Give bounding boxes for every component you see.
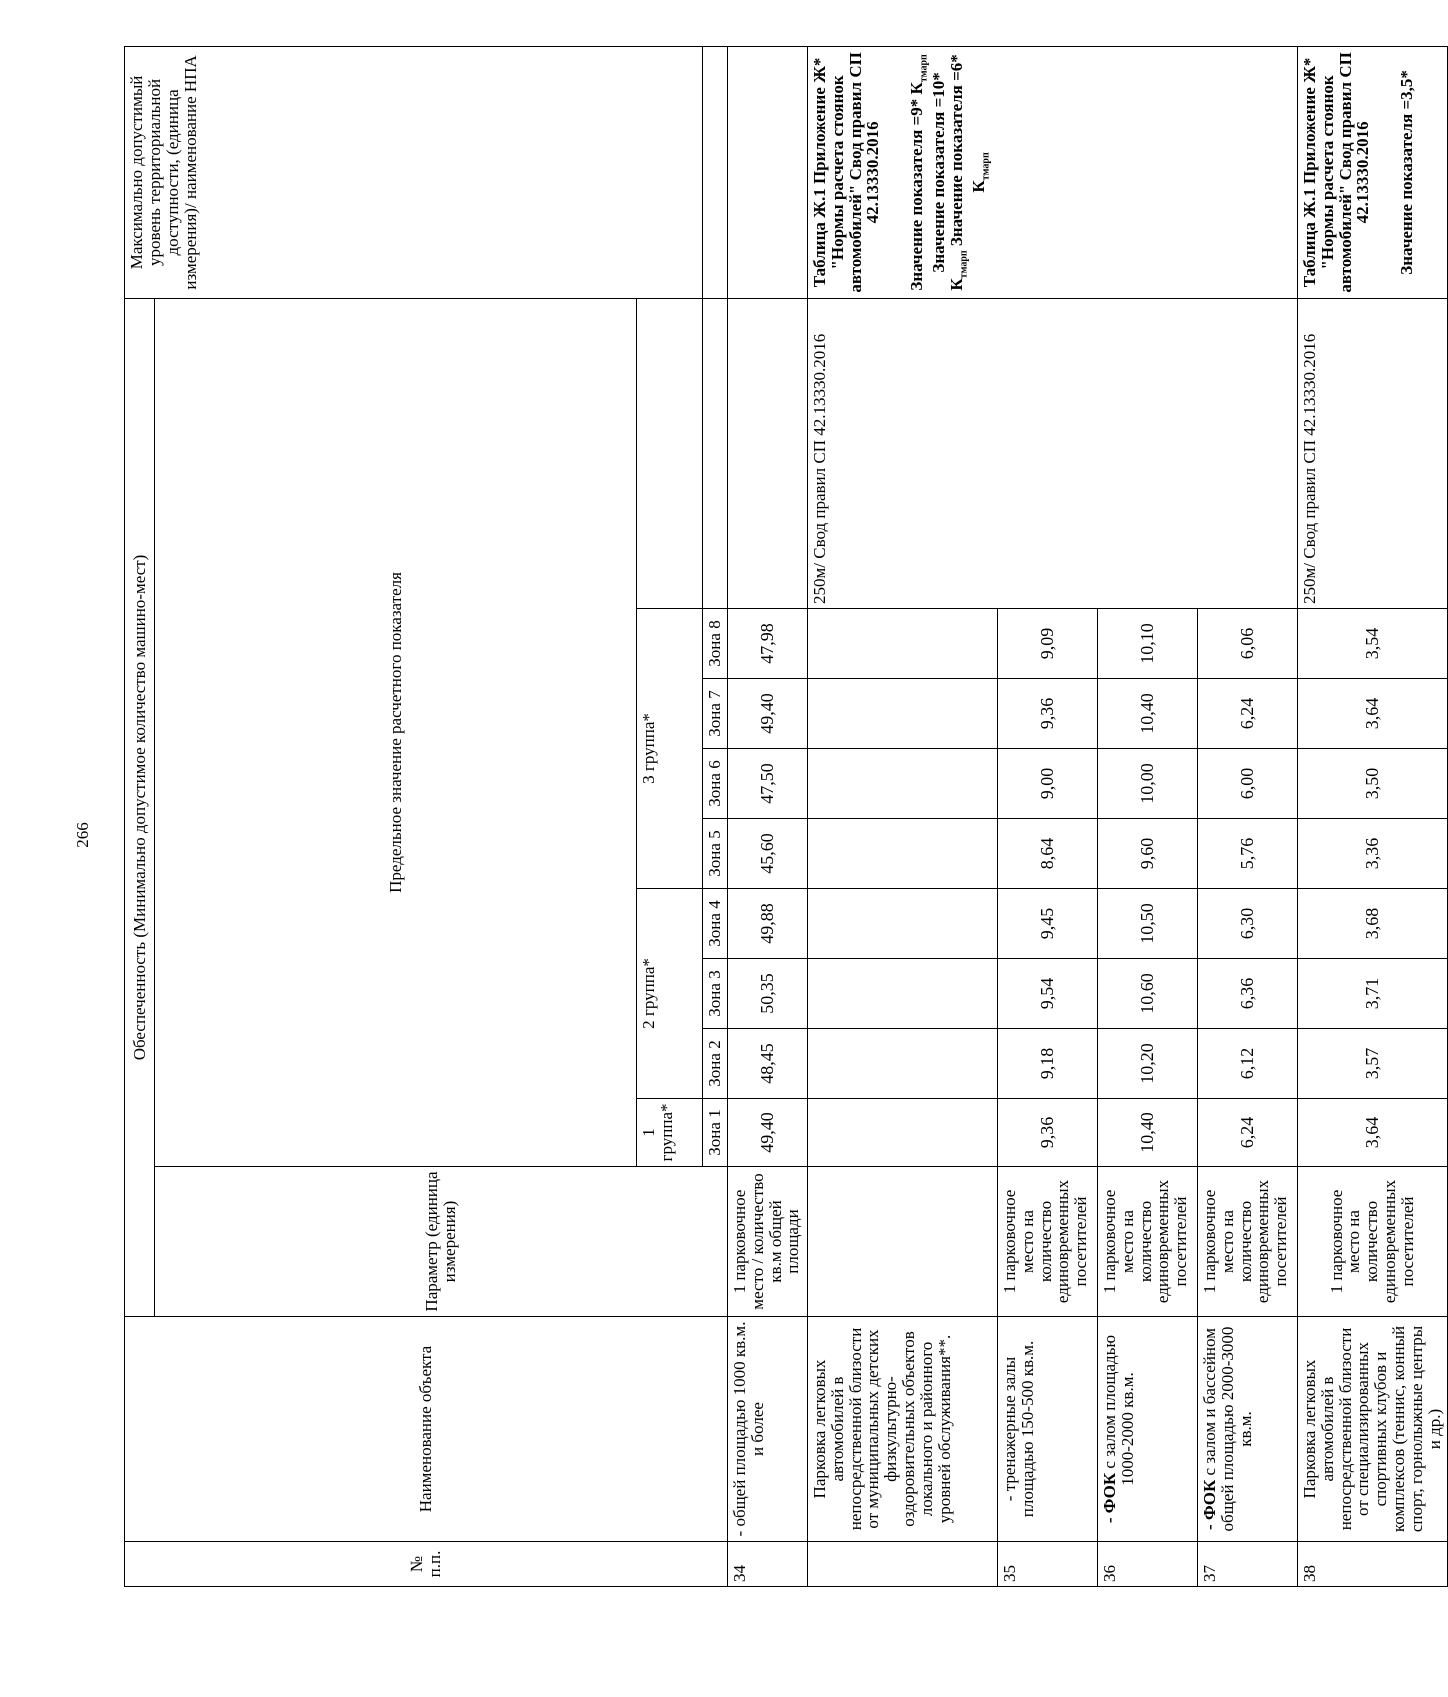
header-limit-value: Предельное значение расчетного показателя (155, 298, 637, 1166)
header-provision: Обеспеченность (Минимально допустимое количество машино-мест) (125, 298, 155, 1316)
row-value-zone-1: 9,36 (997, 1099, 1097, 1167)
row-value-zone-6: 6,00 (1197, 749, 1297, 819)
header-group3: 3 группа* (637, 609, 703, 889)
row-num: 36 (1097, 1542, 1197, 1587)
row-object-name: - тренажерные залы площадью 150-500 кв.м. (997, 1317, 1097, 1542)
row-object-name (1197, 1317, 1297, 1542)
row-value-zone-2: 10,20 (1097, 1029, 1197, 1099)
row-value-zone-6 (807, 749, 997, 819)
npa-value-note: Значение показателя =9* $К_{тмарп}$ Значение показателя =10* $К_{тмарп}$ Значение показателя =6* $К_{тмарп}$ (907, 54, 992, 291)
row-value-zone-2 (807, 1029, 997, 1099)
header-group2: 2 группа* (637, 889, 703, 1099)
row-value-zone-7: 9,36 (997, 679, 1097, 749)
row-value-zone-3: 3,71 (1297, 959, 1447, 1029)
zone-header-8: Зона 8 (703, 609, 728, 679)
row-value-zone-6: 3,50 (1297, 749, 1447, 819)
row-value-zone-7: 3,64 (1297, 679, 1447, 749)
row-object-name: - общей площадью 1000 кв.м. и более (727, 1317, 807, 1542)
row-parameter (807, 1167, 997, 1317)
row-value-zone-1: 6,24 (1197, 1099, 1297, 1167)
row-value-zone-3 (807, 959, 997, 1029)
row-parameter: 1 парковочное место / количество кв.м общей площади (727, 1167, 807, 1317)
row-object-name: Парковка легковых автомобилей в непосредственной близости от муниципальных детских физкультурно-оздоровительных объектов локального и районного уровней обслуживания**. (807, 1317, 997, 1542)
table-row (1297, 46, 1447, 1586)
row-value-zone-1 (807, 1099, 997, 1167)
row-object-name: Парковка легковых автомобилей в непосредственной близости от специализированных спортивных клубов и комплексов (теннис, конный спорт, горнолыжные центры и др.) (1297, 1317, 1447, 1542)
row-num: 38 (1297, 1542, 1447, 1587)
row-value-zone-5 (807, 819, 997, 889)
npa-note-1: Значение показателя =9* К (907, 82, 927, 291)
row-value-zone-7: 10,40 (1097, 679, 1197, 749)
row-num: 35 (997, 1542, 1097, 1587)
row-object-name-bold: - ФОК (1099, 1472, 1119, 1524)
row-value-zone-3: 10,60 (1097, 959, 1197, 1029)
header-group1: 1 группа* (637, 1099, 703, 1167)
row-value-zone-8: 3,54 (1297, 609, 1447, 679)
row-value-zone-2: 6,12 (1197, 1029, 1297, 1099)
row-value-zone-5: 9,60 (1097, 819, 1197, 889)
zone-header-7: Зона 7 (703, 679, 728, 749)
row-value-zone-1: 10,40 (1097, 1099, 1197, 1167)
row-value-zone-6: 10,00 (1097, 749, 1197, 819)
npa-note-2: Значение показателя =10* К (929, 72, 966, 291)
header-object-name: Наименование объекта (125, 1317, 728, 1542)
row-value-zone-7: 6,24 (1197, 679, 1297, 749)
row-parameter: 1 парковочное место на количество единовременных посетителей (1297, 1167, 1447, 1317)
zone-header-3: Зона 3 (703, 959, 728, 1029)
row-npa (1297, 46, 1447, 298)
table-row (727, 46, 807, 1586)
row-num: 37 (1197, 1542, 1297, 1587)
row-object-name-rest: с залом площадью 1000-2000 кв.м. (1099, 1334, 1137, 1486)
row-value-zone-1: 3,64 (1297, 1099, 1447, 1167)
row-num (807, 1542, 997, 1587)
row-object-name-rest: с залом и бассейном общей площадью 2000-3000 кв.м. (1199, 1326, 1255, 1532)
row-value-zone-8: 6,06 (1197, 609, 1297, 679)
row-value-zone-6: 47,50 (727, 749, 807, 819)
row-accessibility (727, 298, 807, 608)
npa-main-text: Таблица Ж.1 Приложение Ж* "Нормы расчета стоянок автомобилей" Свод правил СП 42.13330.2016 (809, 52, 883, 293)
row-value-zone-4: 49,88 (727, 889, 807, 959)
row-value-zone-8: 9,09 (997, 609, 1097, 679)
npa-main-text: Таблица Ж.1 Приложение Ж* "Нормы расчета стоянок автомобилей" Свод правил СП 42.13330.2016 (1299, 52, 1373, 293)
row-parameter: 1 парковочное место на количество единовременных посетителей (1197, 1167, 1297, 1317)
row-value-zone-5: 5,76 (1197, 819, 1297, 889)
row-object-name-bold: - ФОК (1199, 1479, 1219, 1530)
row-parameter: 1 парковочное место на количество единовременных посетителей (997, 1167, 1097, 1317)
header-npa-blank (703, 46, 728, 298)
row-value-zone-2: 3,57 (1297, 1029, 1447, 1099)
npa-note-3: Значение показателя =6* К (946, 54, 988, 247)
row-num: 34 (727, 1542, 807, 1587)
row-value-zone-5: 8,64 (997, 819, 1097, 889)
row-value-zone-1: 49,40 (727, 1099, 807, 1167)
row-parameter: 1 парковочное место на количество единовременных посетителей (1097, 1167, 1197, 1317)
header-num: № п.п. (125, 1542, 728, 1587)
row-value-zone-4: 6,30 (1197, 889, 1297, 959)
row-value-zone-6: 9,00 (997, 749, 1097, 819)
row-value-zone-3: 9,54 (997, 959, 1097, 1029)
header-accessibility-blank (703, 298, 728, 608)
row-value-zone-4: 10,50 (1097, 889, 1197, 959)
row-npa (807, 46, 1297, 298)
row-value-zone-5: 3,36 (1297, 819, 1447, 889)
header-parameter: Параметр (единица измерения) (155, 1167, 728, 1317)
row-value-zone-2: 9,18 (997, 1029, 1097, 1099)
zone-header-2: Зона 2 (703, 1029, 728, 1099)
npa-note-1: Значение показателя =3,5* (1397, 70, 1417, 275)
row-accessibility: 250м/ Свод правил СП 42.13330.2016 (1297, 298, 1447, 608)
rotated-table-container (124, 47, 1444, 1587)
row-object-name (1097, 1317, 1197, 1542)
row-value-zone-2: 48,45 (727, 1029, 807, 1099)
row-value-zone-4: 9,45 (997, 889, 1097, 959)
row-value-zone-8: 47,98 (727, 609, 807, 679)
zone-header-4: Зона 4 (703, 889, 728, 959)
row-value-zone-3: 50,35 (727, 959, 807, 1029)
row-value-zone-5: 45,60 (727, 819, 807, 889)
row-value-zone-7 (807, 679, 997, 749)
row-value-zone-8 (807, 609, 997, 679)
row-accessibility: 250м/ Свод правил СП 42.13330.2016 (807, 298, 1297, 608)
row-value-zone-4 (807, 889, 997, 959)
row-value-zone-8: 10,10 (1097, 609, 1197, 679)
page-number: 266 (73, 822, 92, 848)
row-npa (727, 46, 807, 298)
header-accessibility: Максимально допустимый уровень территориальной доступности, (единица измерения)/ наименование НПА (125, 46, 703, 298)
zone-header-1: Зона 1 (703, 1099, 728, 1167)
row-value-zone-4: 3,68 (1297, 889, 1447, 959)
table-row (807, 46, 997, 1586)
zone-header-5: Зона 5 (703, 819, 728, 889)
row-value-zone-3: 6,36 (1197, 959, 1297, 1029)
zone-header-6: Зона 6 (703, 749, 728, 819)
parking-norms-table (124, 46, 1448, 1587)
row-value-zone-7: 49,40 (727, 679, 807, 749)
